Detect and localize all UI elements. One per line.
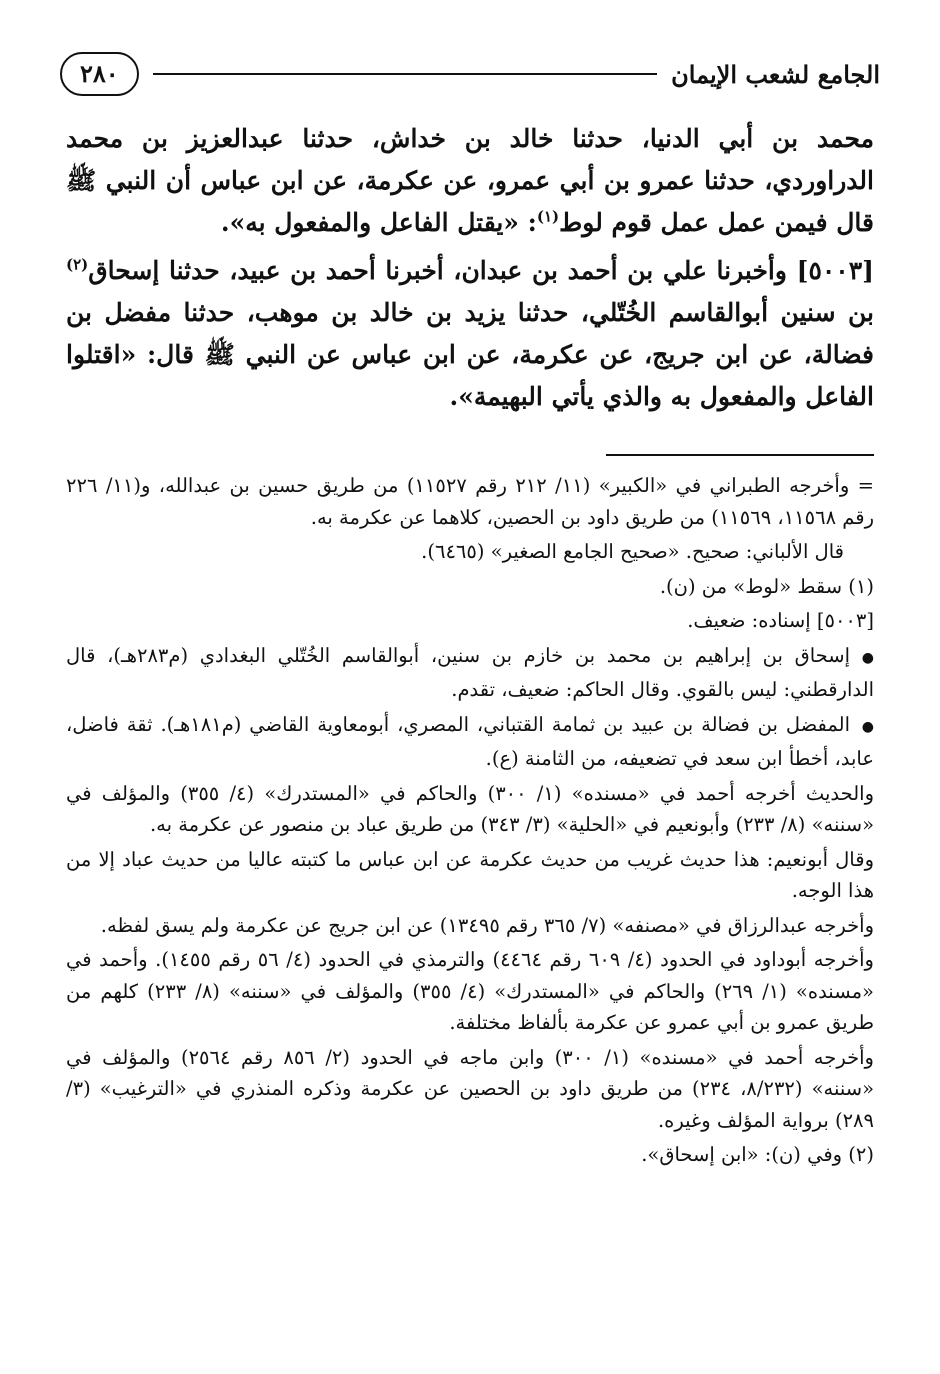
footnote-ibn-majah: وأخرجه أحمد في «مسنده» (١/ ٣٠٠) وابن ماجه في الحدود (٢/ ٨٥٦ رقم ٢٥٦٤) والمؤلف في «سننه» (٨/٢٣٢، ٢٣٤) من طريق داود بن الحصين عن عكرمة وذكره المنذري في «الترغيب» (٣/ ٢٨٩) برواية المؤلف وغيره. bbox=[66, 1045, 875, 1132]
footnote-narrator-mufaddal bbox=[66, 709, 874, 775]
header-rule bbox=[153, 73, 657, 75]
bullet-icon: ● bbox=[861, 718, 875, 735]
footnote-continuation: = وأخرجه الطبراني في «الكبير» (١١/ ٢١٢ رقم ١١٥٢٧) من طريق حسين بن عبدالله، و(١١/ ٢٢٦ رقم ١١٥٦٨، ١١٥٦٩) من طريق داود بن الحصين، كلاهما عن عكرمة به. bbox=[66, 474, 874, 529]
footnote-narrator-ishaq bbox=[66, 640, 874, 706]
narrator-mufaddal-text: المفضل بن فضالة بن عبيد بن ثمامة القتباني، المصري، أبومعاوية القاضي (م١٨١هـ). ثقة فاضل، عابد، أخطأ ابن سعد في تضعيفه، من الثامنة (ع). bbox=[66, 712, 874, 770]
footnote-2: (٢) وفي (ن): «ابن إسحاق». bbox=[641, 1143, 874, 1166]
page-number: ٢٨٠ bbox=[60, 52, 139, 96]
main-text bbox=[66, 118, 874, 424]
book-title: الجامع لشعب الإيمان bbox=[671, 59, 880, 89]
footnote-abu-dawud: وأخرجه أبوداود في الحدود (٤/ ٦٠٩ رقم ٤٤٦٤) والترمذي في الحدود (٤/ ٥٦ رقم ١٤٥٥). وأحمد في «مسنده» (١/ ٢٦٩) والحاكم في «المستدرك» (٤/ ٣٥٥) والمؤلف في «سننه» (٨/ ٢٣٣) كلهم من طريق عمرو بن أبي عمرو عن عكرمة بألفاظ مختلفة. bbox=[66, 948, 874, 1034]
p2-text-middle: بن سنين أبوالقاسم الخُتّلي، حدثنا يزيد بن خالد بن موهب، حدثنا مفضل بن فضالة، عن ابن جريج، عن عكرمة، عن ابن عباس عن النبي ﷺ قال: bbox=[66, 298, 874, 369]
footnote-abu-nuaym: وقال أبونعيم: هذا حديث غريب من حديث عكرمة عن ابن عباس ما كتبته عاليا من حديث عباد إلا من هذا الوجه. bbox=[66, 847, 874, 902]
bullet-icon: ● bbox=[861, 649, 874, 666]
p1-hadith-text: : «يقتل الفاعل والمفعول به». bbox=[220, 208, 537, 237]
footnote-abdurrazzaq: وأخرجه عبدالرزاق في «مصنفه» (٧/ ٣٦٥ رقم ١٣٤٩٥) عن ابن جريج عن عكرمة ولم يسق لفظه. bbox=[100, 913, 874, 937]
p2-hadith-text: «اقتلوا الفاعل والمفعول به والذي يأتي البهيمة». bbox=[66, 340, 874, 411]
footnote-1: (١) سقط «لوط» من (ن). bbox=[659, 574, 874, 598]
footnote-albani: قال الألباني: صحيح. «صحيح الجامع الصغير» (٦٤٦٥). bbox=[421, 540, 844, 563]
footnote-ref-1[interactable]: (١) bbox=[536, 207, 560, 226]
paragraph-hadith-5003 bbox=[66, 250, 874, 418]
footnotes bbox=[66, 470, 874, 1174]
p2-text-start: [٥٠٠٣] وأخبرنا علي بن أحمد بن عبدان، أخبرنا أحمد بن عبيد، حدثنا إسحاق bbox=[88, 256, 874, 285]
narrator-ishaq-text: إسحاق بن إبراهيم بن محمد بن خازم بن سنين، أبوالقاسم الخُتّلي البغدادي (م٢٨٣هـ)، قال الدارقطني: ليس بالقوي. وقال الحاكم: ضعيف، تقدم. bbox=[66, 643, 874, 701]
footnote-isnad-5003: [٥٠٠٣] إسناده: ضعيف. bbox=[687, 609, 874, 632]
page-header bbox=[60, 46, 880, 102]
footnote-separator bbox=[606, 454, 874, 456]
p1-text: محمد بن أبي الدنيا، حدثنا خالد بن خداش، حدثنا عبدالعزيز بن محمد الدراوردي، حدثنا عمرو بن أبي عمرو، عن عكرمة، عن ابن عباس أن النبي ﷺ قال فيمن عمل عمل قوم لوط bbox=[66, 124, 874, 237]
footnote-ref-2[interactable]: (٢) bbox=[66, 255, 89, 274]
paragraph-hadith-5002-end bbox=[66, 118, 874, 244]
footnote-takhrij-ahmad: والحديث أخرجه أحمد في «مسنده» (١/ ٣٠٠) والحاكم في «المستدرك» (٤/ ٣٥٥) والمؤلف في «سننه» (٨/ ٢٣٣) وأبونعيم في «الحلية» (٣/ ٣٤٣) من طريق عباد بن منصور عن عكرمة به. bbox=[66, 781, 874, 836]
